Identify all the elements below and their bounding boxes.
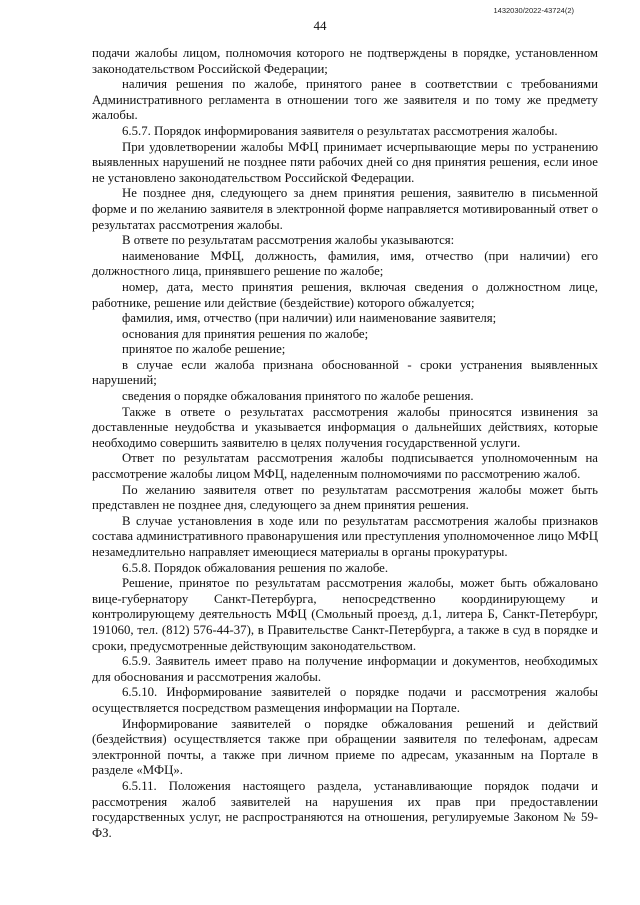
paragraph: подачи жалобы лицом, полномочия которого не подтверждены в порядке, установленном законодательством Российской Федерации; — [92, 46, 598, 76]
paragraph: При удовлетворении жалобы МФЦ принимает исчерпывающие меры по устранению выявленных нарушений не позднее пяти рабочих дней со дня принятия решения, если иное не установлено законодательством Российской Федерации. — [92, 139, 598, 185]
paragraph: наличия решения по жалобе, принятого ранее в соответствии с требованиями Административного регламента в отношении того же заявителя и по тому же предмету жалобы. — [92, 77, 598, 123]
paragraph: По желанию заявителя ответ по результатам рассмотрения жалобы может быть представлен не позднее дня, следующего за днем принятия решения. — [92, 482, 598, 513]
paragraph: Также в ответе о результатах рассмотрения жалобы приносятся извинения за доставленные неудобства и указывается информация о дальнейших действиях, которые необходимо совершить заявителю в целях получения государственной услуги. — [92, 404, 598, 450]
list-item: в случае если жалоба признана обоснованной - сроки устранения выявленных нарушений; — [92, 357, 598, 388]
list-item: фамилия, имя, отчество (при наличии) или наименование заявителя; — [122, 311, 497, 326]
document-body — [92, 46, 598, 841]
list-item: наименование МФЦ, должность, фамилия, имя, отчество (при наличии) его должностного лица, принявшего решение по жалобе; — [92, 248, 598, 279]
list-item: принятое по жалобе решение; — [122, 342, 286, 357]
list-item: номер, дата, место принятия решения, включая сведения о должностном лице, работнике, решение или действие (бездействие) которого обжалуется; — [92, 279, 598, 310]
paragraph: Информирование заявителей о порядке обжалования решений и действий (бездействия) осуществляется также при обращении заявителя по телефонам, адресам электронной почты, а также при личном приеме по адресам, указанным на Портале в разделе «МФЦ». — [92, 716, 598, 778]
document-stamp: 1432030/2022-43724(2) — [493, 6, 574, 15]
section-heading-6-5-7: 6.5.7. Порядок информирования заявителя о результатах рассмотрения жалобы. — [122, 123, 558, 138]
page-number: 44 — [313, 18, 327, 33]
list-item: сведения о порядке обжалования принятого по жалобе решения. — [122, 389, 474, 404]
section-6-5-9: 6.5.9. Заявитель имеет право на получение информации и документов, необходимых для обоснования и рассмотрения жалобы. — [92, 654, 598, 684]
paragraph: Решение, принятое по результатам рассмотрения жалобы, может быть обжаловано вице-губернатору Санкт-Петербурга, непосредственно координирующему и контролирующему деятельность МФЦ (Смольный проезд, д.1, литера Б, Санкт-Петербург, 191060, тел. (812) 576-44-37), в Правительстве Санкт-Петербурга, а также в суд в порядке и сроки, предусмотренные действующим законодательством. — [92, 576, 598, 653]
list-item: основания для принятия решения по жалобе; — [122, 326, 369, 341]
section-heading-6-5-8: 6.5.8. Порядок обжалования решения по жалобе. — [122, 560, 389, 575]
section-6-5-11: 6.5.11. Положения настоящего раздела, устанавливающие порядок подачи и рассмотрения жалоб заявителей на нарушения их прав при предоставлении государственных услуг, не распространяются на отношения, регулируемые Законом № 59-ФЗ. — [92, 778, 598, 840]
paragraph: Не позднее дня, следующего за днем принятия решения, заявителю в письменной форме и по желанию заявителя в электронной форме направляется мотивированный ответ о результатах рассмотрения жалобы. — [92, 186, 598, 232]
paragraph: В случае установления в ходе или по результатам рассмотрения жалобы признаков состава административного правонарушения или преступления уполномоченное лицо МФЦ незамедлительно направляет имеющиеся материалы в органы прокуратуры. — [92, 513, 598, 559]
paragraph: Ответ по результатам рассмотрения жалобы подписывается уполномоченным на рассмотрение жалобы лицом МФЦ, наделенным полномочиями по рассмотрению жалоб. — [92, 451, 598, 482]
section-6-5-10: 6.5.10. Информирование заявителей о порядке подачи и рассмотрения жалобы осуществляется посредством размещения информации на Портале. — [92, 685, 598, 715]
paragraph: В ответе по результатам рассмотрения жалобы указываются: — [122, 233, 455, 248]
